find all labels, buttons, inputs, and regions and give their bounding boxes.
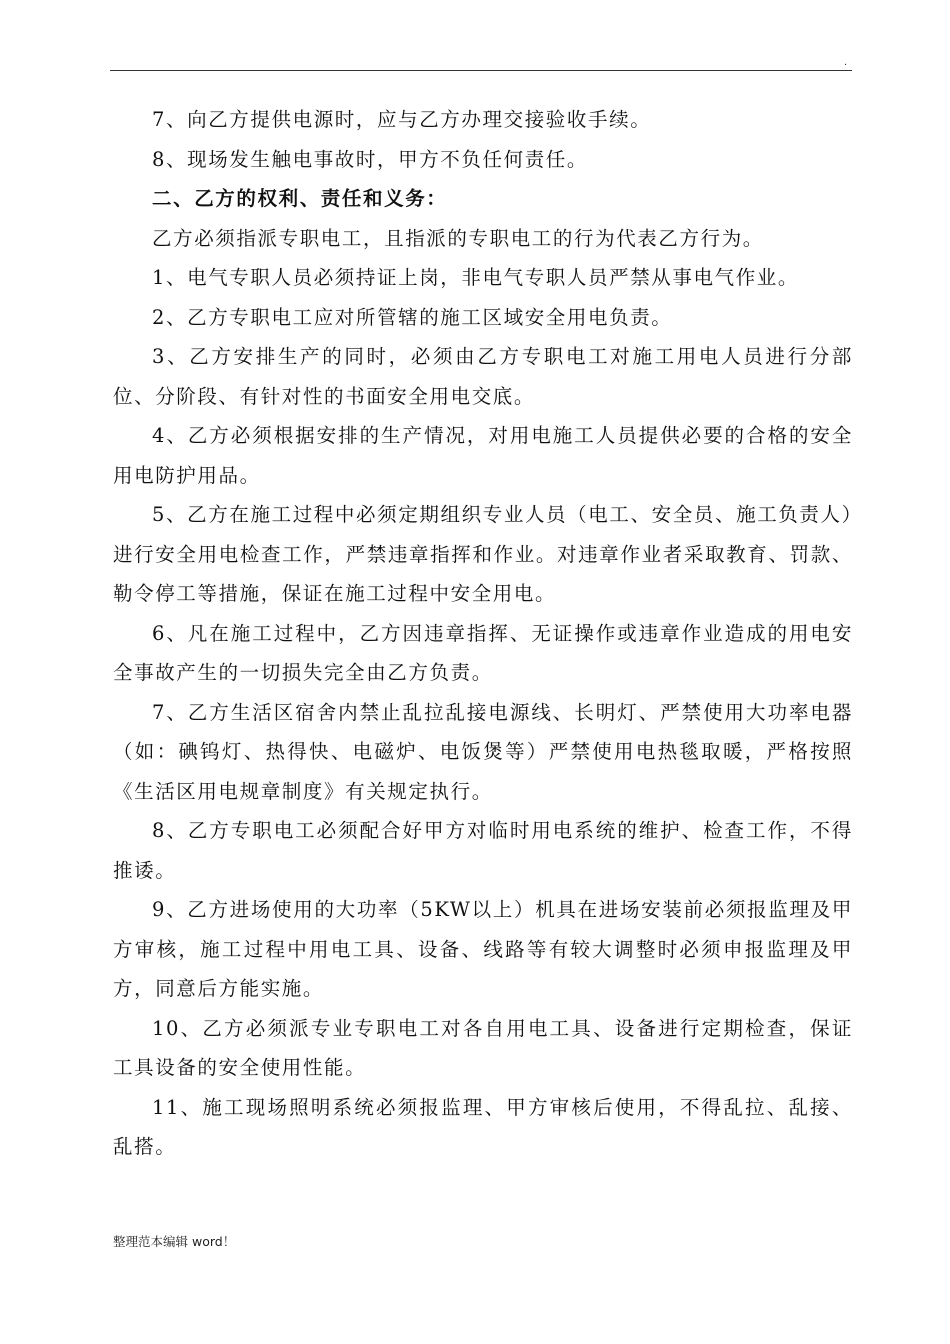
paragraph-clause-7: 7、乙方生活区宿舍内禁止乱拉乱接电源线、长明灯、严禁使用大功率电器（如：碘钨灯、热得快、电磁炉、电饭煲等）严禁使用电热毯取暖，严格按照《生活区用电规章制度》有关规定执行。 — [113, 700, 853, 803]
paragraph-clause-8: 8、乙方专职电工必须配合好甲方对临时用电系统的维护、检查工作，不得推诿。 — [113, 819, 853, 882]
paragraph-clause-6: 6、凡在施工过程中，乙方因违章指挥、无证操作或违章作业造成的用电安全事故产生的一切损失完全由乙方负责。 — [113, 621, 853, 684]
paragraph-item-8: 8、现场发生触电事故时，甲方不负任何责任。 — [152, 147, 589, 171]
section-heading: 二、乙方的权利、责任和义务： — [152, 187, 448, 210]
paragraph-clause-9: 9、乙方进场使用的大功率（5KW以上）机具在进场安装前必须报监理及甲方审核，施工过程中用电工具、设备、线路等有较大调整时必须申报监理及甲方，同意后方能实施。 — [113, 898, 853, 1000]
paragraph-clause-3: 3、乙方安排生产的同时，必须由乙方专职电工对施工用电人员进行分部位、分阶段、有针对性的书面安全用电交底。 — [113, 345, 853, 408]
page-footer: 整理范本编辑 word！ — [113, 1234, 236, 1249]
paragraph-item-7: 7、向乙方提供电源时，应与乙方办理交接验收手续。 — [152, 108, 652, 131]
paragraph-clause-4: 4、乙方必须根据安排的生产情况，对用电施工人员提供必要的合格的安全用电防护用品。 — [113, 424, 853, 487]
paragraph-clause-5: 5、乙方在施工过程中必须定期组织专业人员（电工、安全员、施工负责人）进行安全用电检查工作，严禁违章指挥和作业。对违章作业者采取教育、罚款、勒令停工等措施，保证在施工过程中安全用电。 — [113, 503, 853, 605]
paragraph-clause-2: 2、乙方专职电工应对所管辖的施工区域安全用电负责。 — [152, 305, 673, 329]
document-body — [113, 100, 853, 1167]
paragraph-clause-1: 1、电气专职人员必须持证上岗，非电气专职人员严禁从事电气作业。 — [152, 266, 800, 289]
paragraph-clause-11: 11、施工现场照明系统必须报监理、甲方审核后使用，不得乱拉、乱接、乱搭。 — [113, 1095, 853, 1158]
header-rule — [110, 70, 852, 71]
paragraph-intro: 乙方必须指派专职电工，且指派的专职电工的行为代表乙方行为。 — [152, 226, 764, 250]
paragraph-clause-10: 10、乙方必须派专业专职电工对各自用电工具、设备进行定期检查，保证工具设备的安全使用性能。 — [113, 1016, 853, 1079]
header-mark: . — [844, 56, 848, 68]
